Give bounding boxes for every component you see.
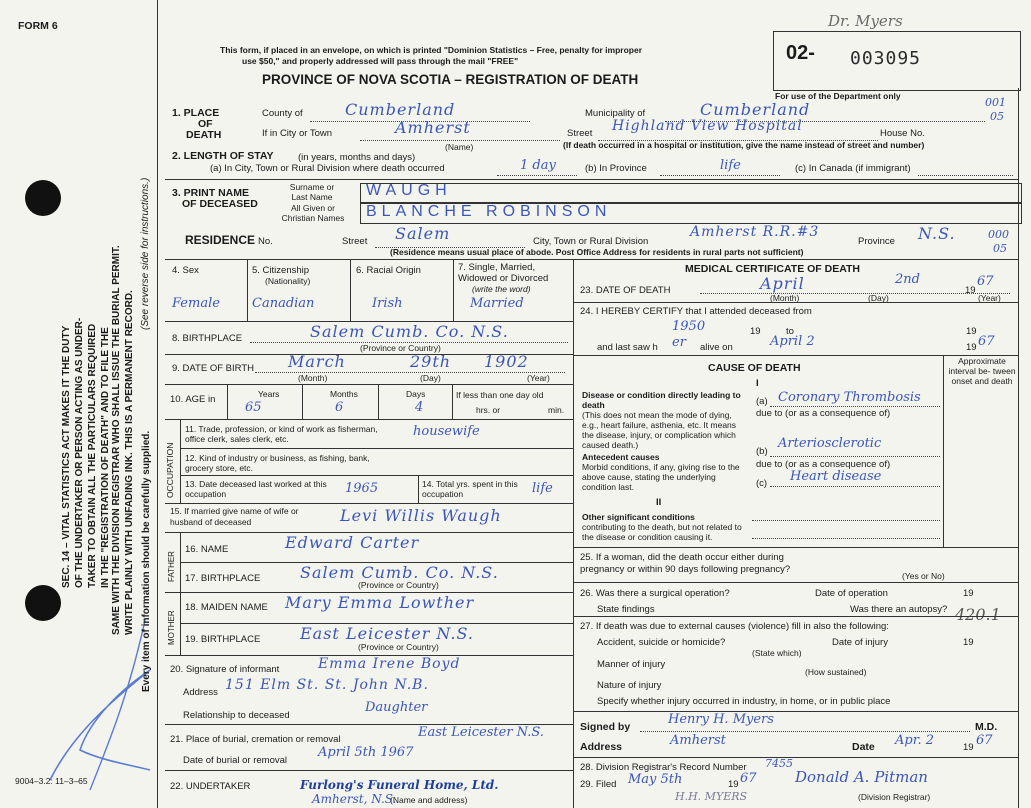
mother-birthplace-value: East Leicester N.S. xyxy=(300,624,474,643)
cause-c-value: Heart disease xyxy=(790,469,882,484)
dob-year: 1902 xyxy=(484,352,529,371)
father-birthplace-value: Salem Cumb. Co. N.S. xyxy=(300,563,499,582)
municipality-label: Municipality of xyxy=(585,108,646,119)
months-label: Months xyxy=(330,389,358,399)
filed-label: 29. Filed xyxy=(580,779,617,790)
city-value: Amherst xyxy=(395,118,471,137)
marital-note: (write the word) xyxy=(472,284,531,294)
record-label: 28. Division Registrar's Record Number xyxy=(580,762,747,773)
grid-line xyxy=(180,448,573,449)
father-name-value: Edward Carter xyxy=(285,533,420,552)
last-saw-her: er xyxy=(672,335,686,350)
last-saw-date: April 2 xyxy=(770,334,815,349)
industry-label: 12. Kind of industry or business, as fishing, bank, grocery store, etc. xyxy=(185,453,370,473)
undertaker-stamp: Furlong's Funeral Home, Ltd. xyxy=(300,778,499,792)
total-years-value: life xyxy=(532,481,553,496)
margin-code: 420.1 xyxy=(955,605,1001,624)
stay-a-line xyxy=(497,175,577,176)
autopsy-label: Was there an autopsy? xyxy=(850,604,948,615)
signed-19: 19 xyxy=(963,742,974,753)
cause-a-line xyxy=(770,406,940,407)
spouse-label: 15. If married give name of wife or husband of deceased xyxy=(170,506,299,527)
dod-month: April xyxy=(760,274,805,293)
due-to-2: due to (or as a consequence of) xyxy=(756,459,891,470)
side-line-4: IN THE "REGISTRATION OF DEATH" AND TO FILE THE xyxy=(100,327,111,588)
place-code-2: 05 xyxy=(990,110,1004,123)
burial-place-value: East Leicester N.S. xyxy=(418,725,544,740)
name-top-rule xyxy=(165,179,1018,180)
residence-label: RESIDENCE xyxy=(185,233,256,247)
registrar-label: (Division Registrar) xyxy=(858,792,931,802)
total-years-label: 14. Total yrs. spent in this occupation xyxy=(422,479,518,499)
attend-19-b: 19 xyxy=(966,326,977,337)
attend-label: 24. I HEREBY CERTIFY that I attended deceased from xyxy=(580,306,812,317)
dod-year: 67 xyxy=(977,274,994,289)
dod-year-note: (Year) xyxy=(978,293,1001,303)
industry-injury-label: Specify whether injury occurred in industry, in home, or in public place xyxy=(597,696,891,707)
place-label-1: 1. PLACE xyxy=(172,107,220,119)
place-label-3: DEATH xyxy=(186,129,222,141)
disease-label: Disease or condition directly leading to death xyxy=(582,390,741,410)
residence-province-value: N.S. xyxy=(918,224,956,243)
racial-label: 6. Racial Origin xyxy=(356,265,421,276)
surgery-label: 26. Was there a surgical operation? xyxy=(580,588,730,599)
attend-from: 1950 xyxy=(672,319,706,334)
cause-a-value: Coronary Thrombosis xyxy=(778,390,921,405)
min-label: min. xyxy=(548,405,565,415)
days-label: Days xyxy=(406,389,426,399)
age-years: 65 xyxy=(245,400,262,415)
dob-label: 9. DATE OF BIRTH xyxy=(172,363,254,374)
age-label: 10. AGE in xyxy=(170,394,216,405)
side-instructions-4 xyxy=(140,431,153,692)
due-to-1: due to (or as a consequence of) xyxy=(756,408,891,419)
grid-line xyxy=(452,384,453,419)
informant-sig-label: 20. Signature of informant xyxy=(170,664,280,675)
occupation-side-label: OCCUPATION xyxy=(165,442,175,498)
cause-c-prefix: (c) xyxy=(756,478,768,489)
residence-code-2: 05 xyxy=(993,242,1007,255)
antecedent-label: Antecedent causes xyxy=(582,452,660,462)
sex-value: Female xyxy=(172,296,220,311)
place-code-1: 001 xyxy=(985,96,1006,109)
racial-value: Irish xyxy=(372,296,403,311)
stay-label-note: (in years, months and days) xyxy=(298,152,416,163)
grid-line xyxy=(165,770,573,771)
registrar-signature: Donald A. Pitman xyxy=(795,768,928,786)
spouse-value: Levi Willis Waugh xyxy=(340,506,502,525)
surgery-19: 19 xyxy=(963,588,974,599)
residence-street-label: Street xyxy=(342,236,368,247)
grid-line xyxy=(227,384,228,419)
grid-line xyxy=(943,355,944,547)
burial-date-value: April 5th 1967 xyxy=(318,745,414,760)
last-saw-year: 67 xyxy=(978,334,995,349)
side-line-7: (See reverse side for instructions.) xyxy=(140,177,151,330)
age-months: 6 xyxy=(335,400,344,415)
birthplace-note: (Province or Country) xyxy=(360,343,441,353)
informant-sig-value: Emma Irene Boyd xyxy=(318,656,461,672)
registration-prefix: 02- xyxy=(786,42,815,64)
section-rule-personal xyxy=(165,259,1018,260)
grid-line xyxy=(180,419,181,503)
less-than-day-label: If less than one day old xyxy=(456,390,544,400)
other-line-1 xyxy=(752,520,940,521)
filed-19: 19 xyxy=(728,779,739,790)
citizenship-value: Canadian xyxy=(252,296,315,311)
dob-day-note: (Day) xyxy=(420,373,441,383)
county-value: Cumberland xyxy=(345,100,456,119)
surgery-date-label: Date of operation xyxy=(815,588,888,599)
injury-date-label: Date of injury xyxy=(832,637,888,648)
relationship-value: Daughter xyxy=(365,700,428,715)
signed-year: 67 xyxy=(976,733,993,748)
father-name-label: 16. NAME xyxy=(185,544,229,555)
grid-line xyxy=(247,259,248,321)
disease-note: (This does not mean the mode of dying, e.g., heart failure, asthenia, etc. It means the disease, injury, or complication which caused death.) xyxy=(582,410,737,450)
burial-date-label: Date of burial or removal xyxy=(183,755,288,766)
city-name-note: (Name) xyxy=(445,142,474,152)
birthplace-value: Salem Cumb. Co. N.S. xyxy=(310,322,509,341)
last-saw-19: 19 xyxy=(966,342,977,353)
punch-hole-top xyxy=(25,180,61,216)
stay-b-label: (b) In Province xyxy=(585,163,647,174)
md-label: M.D. xyxy=(975,721,998,733)
form-id: FORM 6 xyxy=(18,20,58,32)
dob-day: 29th xyxy=(410,352,452,371)
residence-code-1: 000 xyxy=(988,228,1009,241)
side-line-5: SAME WITH THE DIVISION REGISTRAR WHO SHALL ISSUE THE BURIAL PERMIT. xyxy=(111,245,122,635)
stay-b-value: life xyxy=(720,158,741,173)
grid-line xyxy=(180,475,573,476)
attend-19-a: 19 xyxy=(750,326,761,337)
accident-label: Accident, suicide or homicide? xyxy=(597,637,726,648)
signed-date-value: Apr. 2 xyxy=(895,733,935,748)
side-instructions-2 xyxy=(110,245,136,635)
name-label-2: OF DECEASED xyxy=(182,198,258,210)
department-note: For use of the Department only xyxy=(775,91,901,101)
undertaker-label: 22. UNDERTAKER xyxy=(170,781,251,792)
surname-label: Surname or Last Name xyxy=(289,182,335,202)
external-label: 27. If death was due to external causes (violence) fill in also the following: xyxy=(580,621,889,632)
stay-a-label: (a) In City, Town or Rural Division where death occurred xyxy=(210,163,445,174)
birthplace-label: 8. BIRTHPLACE xyxy=(172,333,243,344)
top-annotation: Dr. Myers xyxy=(828,12,903,30)
dob-year-note: (Year) xyxy=(527,373,550,383)
dob-month: March xyxy=(288,352,346,371)
years-label: Years xyxy=(258,389,280,399)
signed-value: Henry H. Myers xyxy=(668,712,774,727)
given-value: BLANCHE ROBINSON xyxy=(366,203,612,220)
stay-label: 2. LENGTH OF STAY xyxy=(172,150,274,162)
dod-year-prefix: 19 xyxy=(965,285,976,296)
residence-street-value: Salem xyxy=(395,224,451,243)
notice-line-2: use $50," and properly addressed will pass through the mail "FREE" xyxy=(242,56,519,66)
grid-line xyxy=(573,711,1018,712)
hospital-note: (If death occurred in a hospital or institution, give the name instead of street and number) xyxy=(563,140,925,150)
column-divider xyxy=(573,259,574,808)
yes-no-note: (Yes or No) xyxy=(902,571,945,581)
antecedent-note: Morbid conditions, if any, giving rise to the above cause, stating the underlying condition last. xyxy=(582,462,740,492)
citizenship-note: (Nationality) xyxy=(265,276,311,286)
cause-header: CAUSE OF DEATH xyxy=(708,362,801,374)
municipality-value: Cumberland xyxy=(700,100,811,119)
street-value: Highland View Hospital xyxy=(612,118,803,134)
stay-c-line xyxy=(918,175,1013,176)
medical-header: MEDICAL CERTIFICATE OF DEATH xyxy=(685,263,860,275)
signed-date-label: Date xyxy=(852,741,875,753)
marital-value: Married xyxy=(470,296,524,311)
last-worked-value: 1965 xyxy=(345,481,379,496)
signed-line xyxy=(640,731,970,732)
marital-label: 7. Single, Married, Widowed or Divorced xyxy=(458,262,549,284)
bottom-annotation: H.H. MYERS xyxy=(675,790,748,803)
other-label: Other significant conditions xyxy=(582,512,695,522)
dod-label: 23. DATE OF DEATH xyxy=(580,285,671,296)
burial-place-label: 21. Place of burial, cremation or removal xyxy=(170,734,341,745)
last-saw-label: and last saw h xyxy=(597,342,658,353)
surname-box xyxy=(360,183,1022,203)
side-instructions-3 xyxy=(139,178,152,330)
hrs-label: hrs. or xyxy=(476,405,501,415)
father-side-label: FATHER xyxy=(167,551,176,582)
cause-roman-1: I xyxy=(756,378,759,389)
manner-label: Manner of injury xyxy=(597,659,666,670)
dod-day-note: (Day) xyxy=(868,293,889,303)
registration-number: 003095 xyxy=(850,48,922,69)
cause-c-line xyxy=(770,486,940,487)
city-label: If in City or Town xyxy=(262,128,333,139)
grid-line xyxy=(573,616,1018,617)
grid-line xyxy=(453,259,454,321)
trade-value: housewife xyxy=(413,424,480,439)
filed-value: May 5th xyxy=(628,772,683,787)
citizenship-label: 5. Citizenship xyxy=(252,265,310,276)
place-label-2: OF xyxy=(198,118,213,130)
mother-maiden-value: Mary Emma Lowther xyxy=(285,593,475,612)
grid-line xyxy=(573,302,1018,303)
dod-line xyxy=(700,293,1010,294)
side-line-3: TAKER TO OBTAIN ALL THE PARTICULARS REQUIRED xyxy=(87,323,98,588)
surname-value: WAUGH xyxy=(366,182,452,199)
cause-roman-2: II xyxy=(656,497,662,508)
mother-side-label: MOTHER xyxy=(167,610,176,645)
residence-note: (Residence means usual place of abode. Post Office Address for residents in rural parts not sufficient) xyxy=(390,247,804,257)
mother-maiden-label: 18. MAIDEN NAME xyxy=(185,602,268,613)
grid-line xyxy=(165,419,573,420)
father-birthplace-note: (Province or Country) xyxy=(358,580,439,590)
pregnancy-label: 25. If a woman, did the death occur either during pregnancy or within 90 days following pregnancy? xyxy=(580,552,791,575)
county-label: County of xyxy=(262,108,303,119)
side-line-6: WRITE PLAINLY WITH UNFADING INK. THIS IS A PERMANENT RECORD. xyxy=(124,290,135,635)
dod-month-note: (Month) xyxy=(770,293,800,303)
notice-line-1: This form, if placed in an envelope, on which is printed "Dominion Statistics – Free, penalty for improper xyxy=(220,45,643,55)
grid-line xyxy=(378,384,379,419)
grid-line xyxy=(165,503,573,504)
alive-on-label: alive on xyxy=(700,342,733,353)
residence-no-label: No. xyxy=(258,236,273,247)
stay-b-line xyxy=(660,175,780,176)
mother-birthplace-label: 19. BIRTHPLACE xyxy=(185,634,261,645)
state-which-note: (State which) xyxy=(752,648,802,658)
grid-line xyxy=(573,582,1018,583)
side-line-2: OF THE UNDERTAKER OR PERSON ACTING AS UNDER- xyxy=(74,317,85,588)
signer-address-value: Amherst xyxy=(670,733,726,748)
how-sustained-note: (How sustained) xyxy=(805,667,867,677)
grid-line xyxy=(573,547,1018,548)
residence-province-label: Province xyxy=(858,236,895,247)
given-label: All Given or Christian Names xyxy=(281,203,345,223)
trade-label: 11. Trade, profession, or kind of work as fisherman, office clerk, sales clerk, etc. xyxy=(185,424,378,444)
other-line-2 xyxy=(752,538,940,539)
informant-address-label: Address xyxy=(183,687,218,698)
form-title: PROVINCE OF NOVA SCOTIA – REGISTRATION OF DEATH xyxy=(262,72,639,87)
record-value: 7455 xyxy=(765,757,793,770)
name-label-1: 3. PRINT NAME xyxy=(172,187,250,199)
cause-b-value: Arteriosclerotic xyxy=(778,436,882,451)
residence-city-label: City, Town or Rural Division xyxy=(533,236,649,247)
cause-a-prefix: (a) xyxy=(756,396,768,407)
city-line xyxy=(360,140,560,141)
dod-day: 2nd xyxy=(895,272,920,287)
nature-label: Nature of injury xyxy=(597,680,662,691)
cause-b-line xyxy=(770,456,940,457)
findings-label: State findings xyxy=(597,604,655,615)
signer-address-label: Address xyxy=(580,741,623,753)
other-note: contributing to the death, but not related to the disease or condition causing it. xyxy=(582,522,742,542)
grid-line xyxy=(350,259,351,321)
mother-birthplace-note: (Province or Country) xyxy=(358,642,439,652)
grid-line xyxy=(302,384,303,419)
signed-label: Signed by xyxy=(580,721,631,733)
undertaker-address-note: (Name and address) xyxy=(390,795,468,805)
sex-label: 4. Sex xyxy=(172,265,199,276)
injury-19: 19 xyxy=(963,637,974,648)
grid-line xyxy=(418,475,419,503)
attend-to-label: to xyxy=(786,326,794,337)
informant-address-value: 151 Elm St. St. John N.B. xyxy=(225,677,429,693)
grid-line xyxy=(573,757,1018,758)
father-birthplace-label: 17. BIRTHPLACE xyxy=(185,573,261,584)
interval-label: Approximate interval be- tween onset and death xyxy=(948,356,1016,386)
cause-b-prefix: (b) xyxy=(756,446,768,457)
residence-city-value: Amherst R.R.#3 xyxy=(690,224,820,240)
dob-month-note: (Month) xyxy=(298,373,328,383)
relationship-label: Relationship to deceased xyxy=(183,710,290,721)
street-label: Street xyxy=(567,128,593,139)
last-worked-label: 13. Date deceased last worked at this occupation xyxy=(185,479,327,499)
side-line-8: Every item of information should be carefully supplied. xyxy=(141,430,152,692)
undertaker-address-value: Amherst, N.S. xyxy=(312,792,397,806)
stay-c-label: (c) In Canada (if immigrant) xyxy=(795,163,911,174)
side-line-1: SEC. 14 – VITAL STATISTICS ACT MAKES IT THE DUTY xyxy=(61,325,72,588)
stay-a-value: 1 day xyxy=(520,158,556,173)
house-label: House No. xyxy=(880,128,925,139)
footer-code: 9004–3.2: 11–3–65 xyxy=(15,776,88,786)
filed-year: 67 xyxy=(740,771,757,786)
side-instructions xyxy=(60,318,112,588)
age-days: 4 xyxy=(415,400,424,415)
